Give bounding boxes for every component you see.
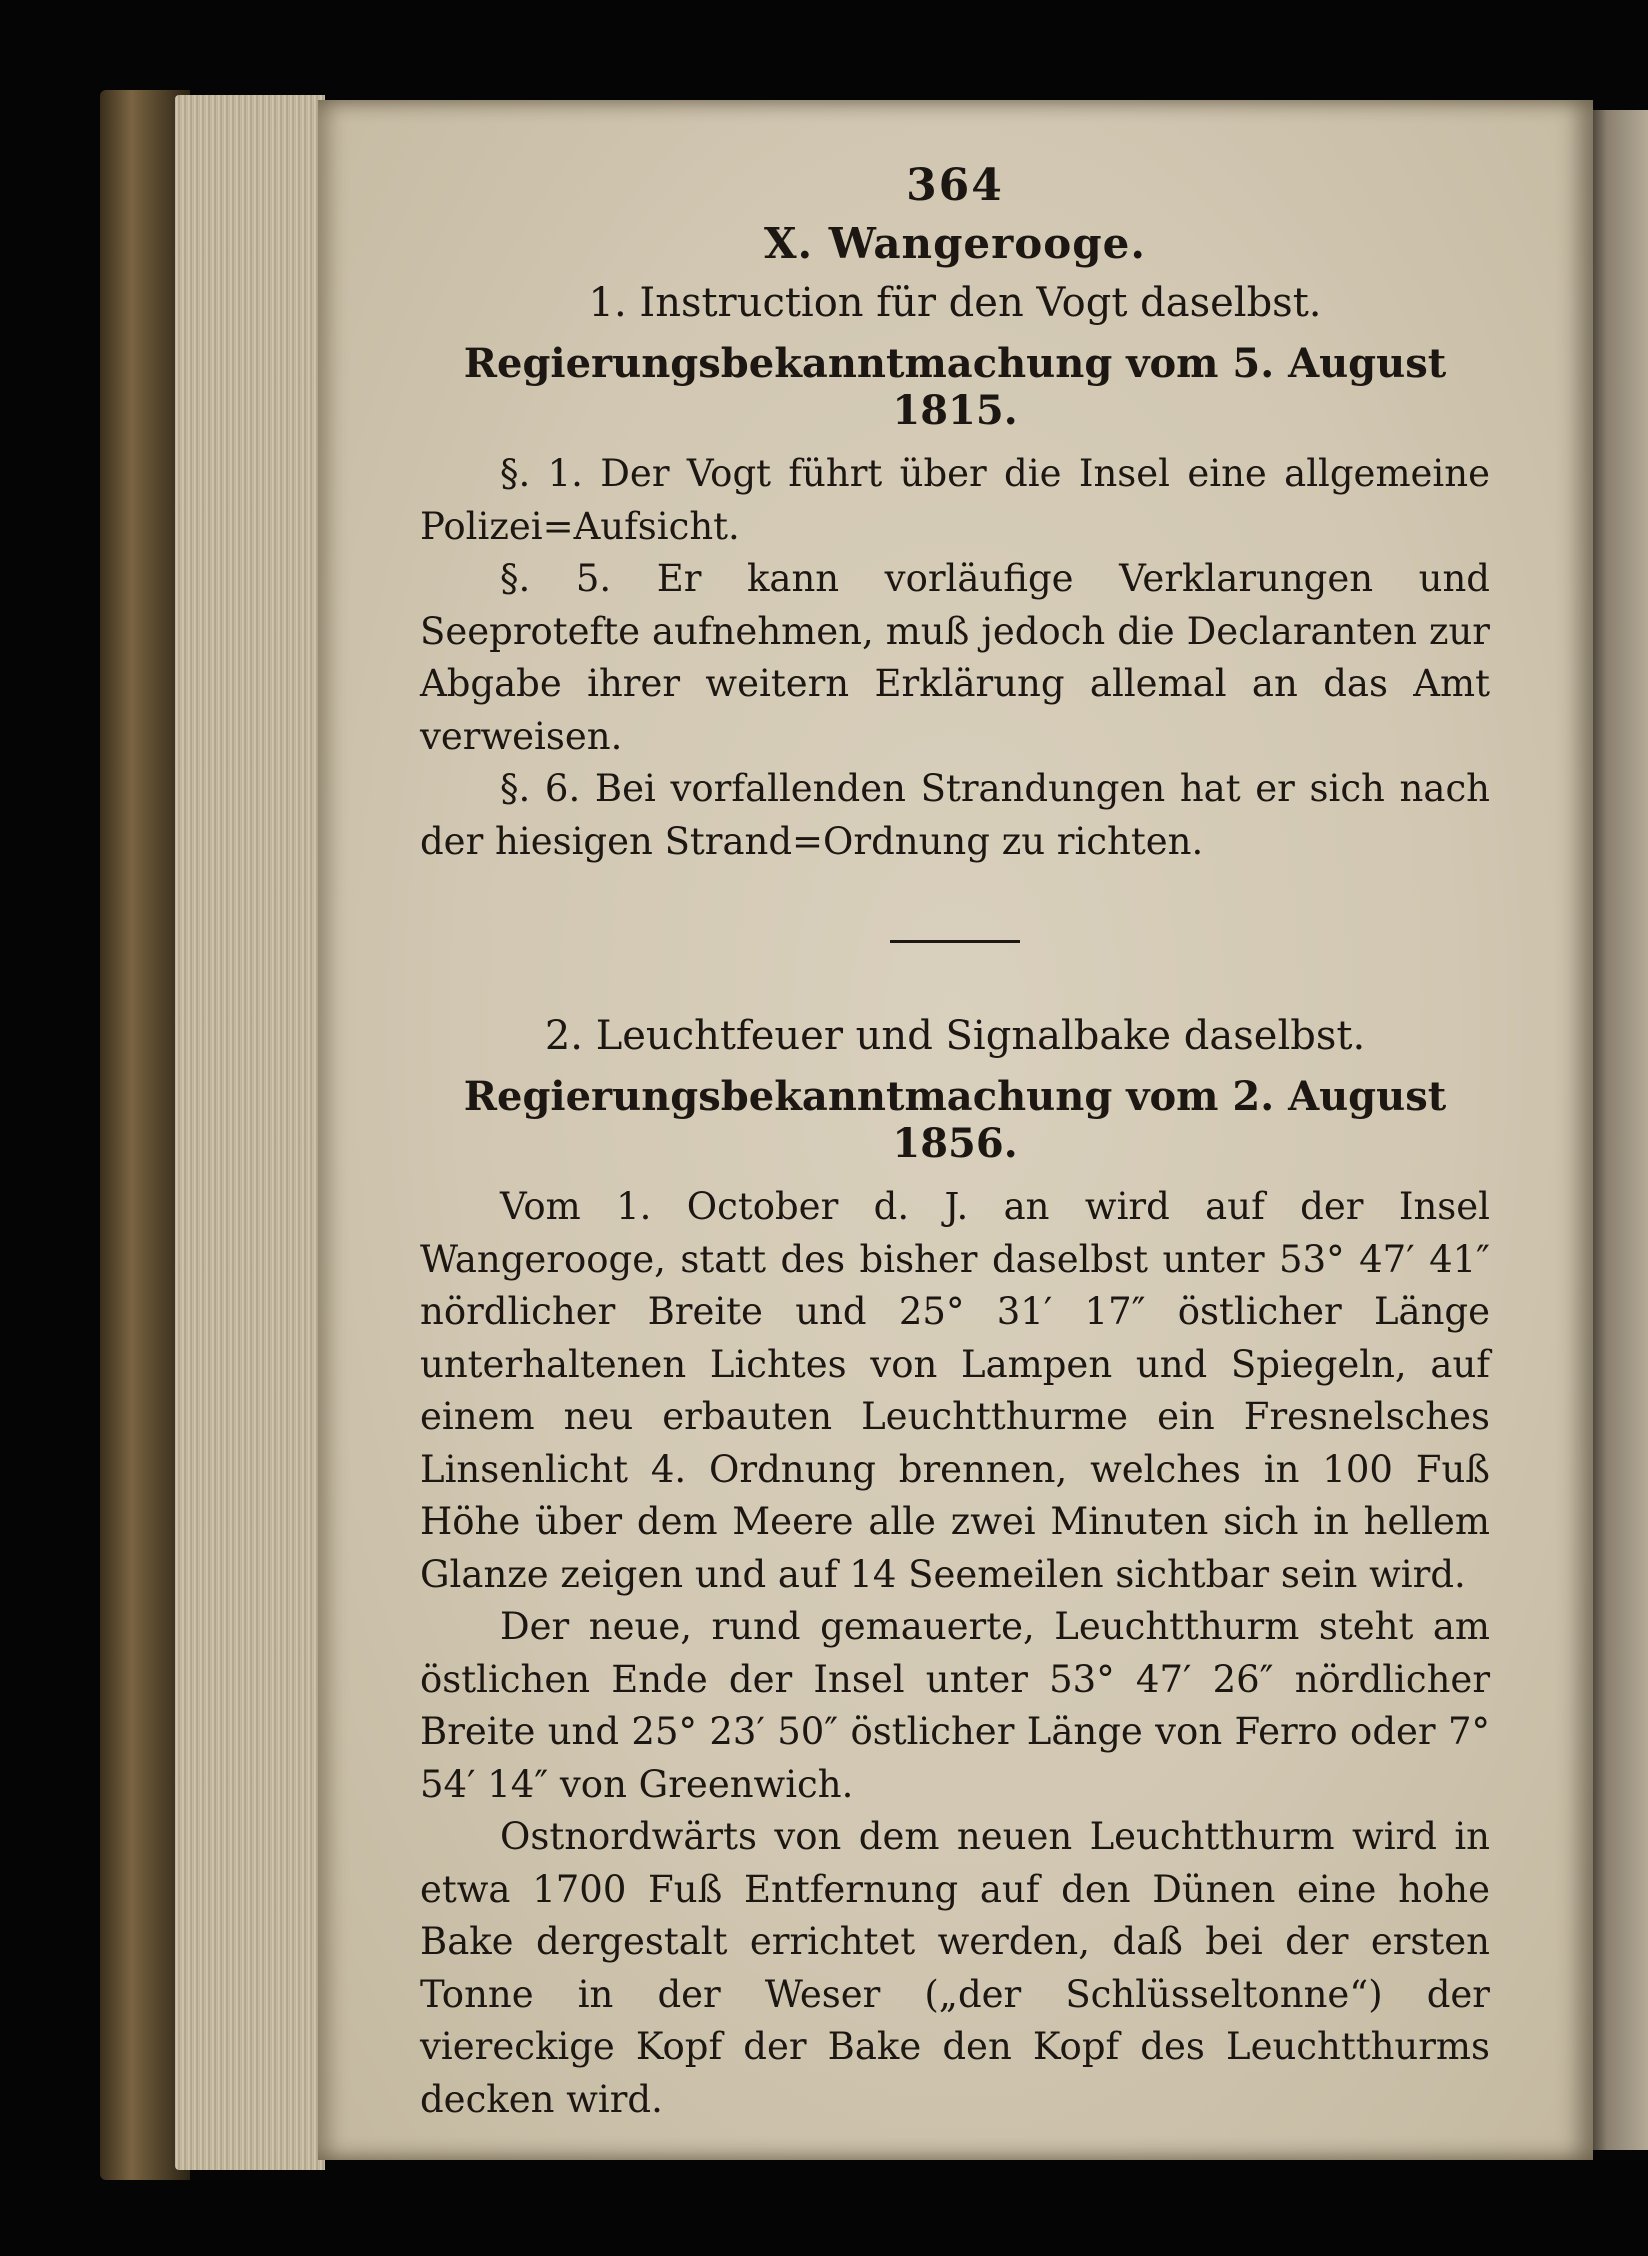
section-divider xyxy=(890,940,1020,943)
book-page xyxy=(318,100,1593,2160)
part2-paragraph-1: Vom 1. October d. J. an wird auf der Insel Wangerooge, statt des bisher daselbst unter 53° 47′ 41″ nördlicher Breite und 25° 31′ 17″ östlicher Länge unterhaltenen Lichtes von Lampen und Spiegeln, auf einem neu erbauten Leuchtthurme ein Fresnelsches Linsenlicht 4. Ordnung brennen, welches in 100 Fuß Höhe über dem Meere alle zwei Minuten sich in hellem Glanze zeigen und auf 14 Seemeilen sichtbar sein wird. xyxy=(420,1185,1490,1596)
part2-heading: 2. Leuchtfeuer und Signalbake daselbst. xyxy=(544,1013,1366,1059)
part2-decree: Regierungsbekanntmachung vom 2. August 1856. xyxy=(463,1073,1447,1167)
part1-paragraph-2: §. 5. Er kann vorläufige Verklarungen und Seeprotefte aufnehmen, muß jedoch die Declaranten zur Abgabe ihrer weitern Erklärung allemal an das Amt verweisen. xyxy=(420,557,1490,758)
page-stack-edge xyxy=(175,95,325,2170)
page-content xyxy=(420,160,1490,2126)
part2-paragraph-3: Ostnordwärts von dem neuen Leuchtthurm wird in etwa 1700 Fuß Entfernung auf den Dünen eine hohe Bake dergestalt errichtet werden, daß bei der ersten Tonne in der Weser („der Schlüsseltonne“) der viereckige Kopf der Bake den Kopf des Leuchtthurms decken wird. xyxy=(420,1815,1490,2121)
part1-paragraph-1: §. 1. Der Vogt führt über die Insel eine allgemeine Polizei=Aufsicht. xyxy=(420,452,1490,548)
page-number: 364 xyxy=(906,160,1004,211)
section-title: X. Wangerooge. xyxy=(763,219,1147,268)
part2-paragraph-2: Der neue, rund gemauerte, Leuchtthurm steht am östlichen Ende der Insel unter 53° 47′ 26″ nördlicher Breite und 25° 23′ 50″ östlicher Länge von Ferro oder 7° 54′ 14″ von Greenwich. xyxy=(420,1605,1490,1806)
part1-heading: 1. Instruction für den Vogt daselbst. xyxy=(588,280,1322,326)
part1-decree: Regierungsbekanntmachung vom 5. August 1815. xyxy=(463,340,1447,434)
part1-paragraph-3: §. 6. Bei vorfallenden Strandungen hat er sich nach der hiesigen Strand=Ordnung zu richten. xyxy=(420,767,1490,863)
